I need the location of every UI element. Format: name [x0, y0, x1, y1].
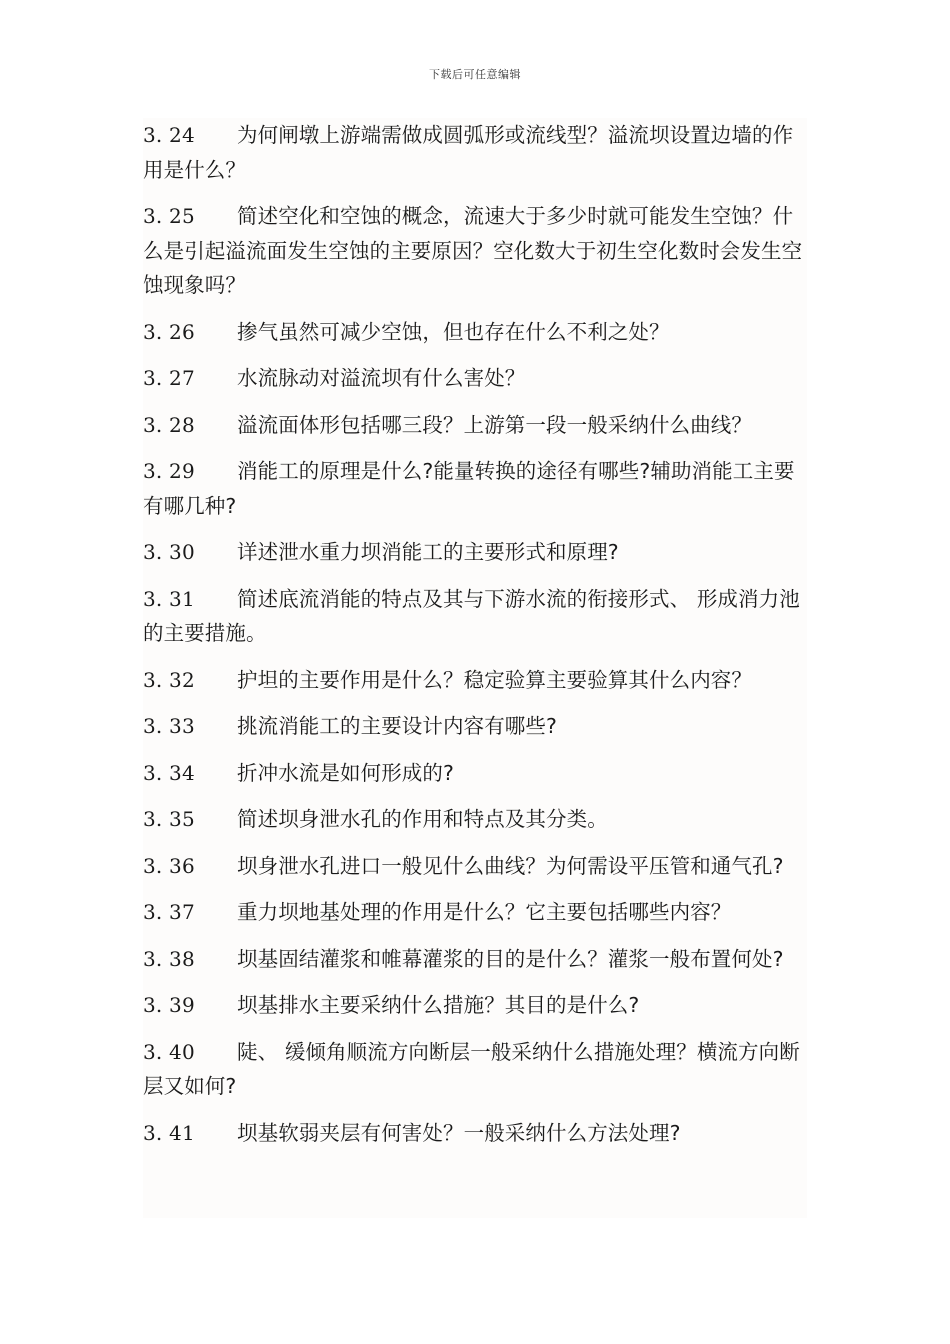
question-item — [143, 1035, 807, 1104]
question-number: 3. 32 — [143, 667, 195, 692]
question-item — [143, 454, 807, 523]
question-number: 3. 40 — [143, 1039, 195, 1064]
question-text: 护坦的主要作用是什么？稳定验算主要验算其什么内容？ — [237, 667, 752, 692]
question-item — [143, 361, 807, 396]
question-number: 3. 41 — [143, 1120, 195, 1145]
question-item — [143, 849, 807, 884]
question-text: 为何闸墩上游端需做成圆弧形或流线型？溢流坝设置边墙的作用是什么？ — [143, 123, 794, 182]
question-item — [143, 895, 807, 930]
question-number: 3. 39 — [143, 993, 195, 1017]
question-text: 坝基排水主要采纳什么措施？其目的是什么? — [237, 993, 640, 1017]
question-text: 简述空化和空蚀的概念，流速大于多少时就可能发生空蚀？什么是引起溢流面发生空蚀的主要原因？空化数大于初生空化数时会发生空蚀现象吗？ — [143, 204, 803, 297]
question-number: 3. 37 — [143, 900, 195, 924]
question-number: 3. 33 — [143, 714, 195, 738]
question-text: 简述底流消能的特点及其与下游水流的衔接形式、 形成消力池的主要措施。 — [143, 586, 800, 645]
question-number: 3. 24 — [143, 123, 195, 147]
question-text: 详述泄水重力坝消能工的主要形式和原理? — [237, 540, 619, 564]
question-number: 3. 28 — [143, 412, 195, 437]
question-text: 坝身泄水孔进口一般见什么曲线？为何需设平压管和通气孔? — [237, 853, 784, 878]
question-number: 3. 29 — [143, 459, 195, 483]
question-text: 掺气虽然可减少空蚀，但也存在什么不利之处？ — [237, 319, 670, 344]
question-text: 简述坝身泄水孔的作用和特点及其分类。 — [237, 807, 608, 831]
question-item — [143, 582, 807, 651]
question-item — [143, 535, 807, 570]
question-number: 3. 34 — [143, 760, 195, 785]
question-item — [143, 315, 807, 350]
question-text: 坝基软弱夹层有何害处？一般采纳什么方法处理? — [237, 1120, 681, 1145]
question-text: 水流脉动对溢流坝有什么害处？ — [237, 366, 526, 390]
question-number: 3. 35 — [143, 807, 195, 831]
question-number: 3. 26 — [143, 319, 195, 344]
question-item — [143, 118, 807, 187]
question-item — [143, 802, 807, 837]
question-number: 3. 30 — [143, 540, 195, 564]
question-text: 陡、 缓倾角顺流方向断层一般采纳什么措施处理？横流方向断层又如何? — [143, 1039, 800, 1098]
question-number: 3. 25 — [143, 204, 195, 228]
question-item — [143, 199, 807, 303]
question-item — [143, 988, 807, 1023]
question-item — [143, 942, 807, 977]
question-item — [143, 1116, 807, 1151]
question-item — [143, 408, 807, 443]
question-item — [143, 756, 807, 791]
question-text: 消能工的原理是什么?能量转换的途径有哪些?辅助消能工主要有哪几种? — [143, 459, 795, 518]
question-number: 3. 36 — [143, 853, 195, 878]
question-number: 3. 31 — [143, 586, 195, 611]
page-header: 下载后可任意编辑 — [429, 68, 521, 81]
question-item — [143, 663, 807, 698]
question-number: 3. 38 — [143, 946, 195, 971]
question-text: 重力坝地基处理的作用是什么？它主要包括哪些内容？ — [237, 900, 732, 924]
question-text: 坝基固结灌浆和帷幕灌浆的目的是什么？灌浆一般布置何处? — [237, 946, 784, 971]
question-text: 挑流消能工的主要设计内容有哪些? — [237, 714, 557, 738]
question-item — [143, 709, 807, 744]
question-list — [143, 118, 807, 1218]
question-text: 折冲水流是如何形成的? — [237, 760, 454, 785]
question-text: 溢流面体形包括哪三段？上游第一段一般采纳什么曲线？ — [237, 412, 752, 437]
question-number: 3. 27 — [143, 366, 195, 390]
